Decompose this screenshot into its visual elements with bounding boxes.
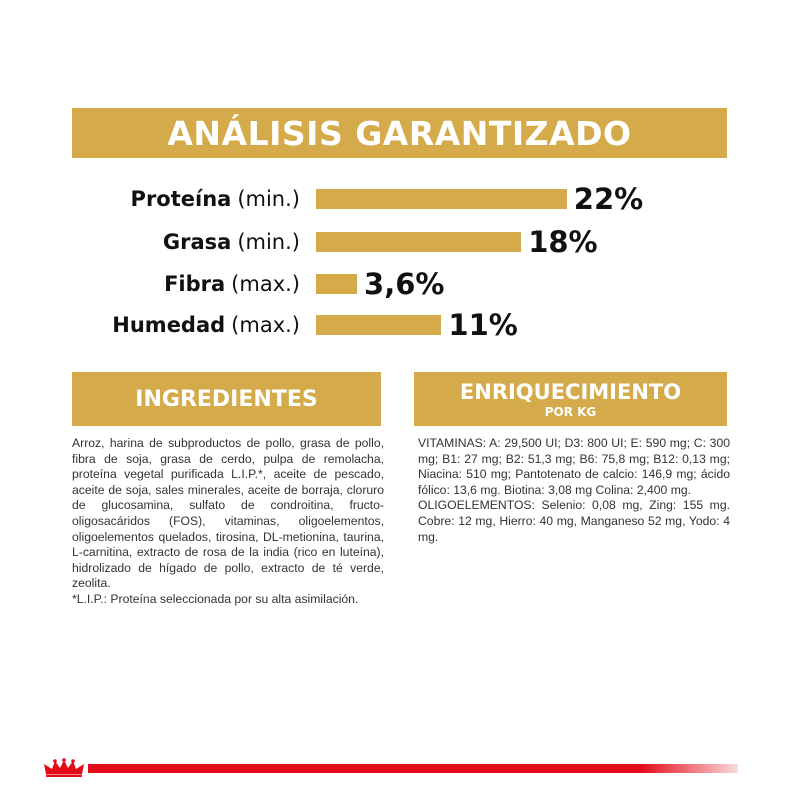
- nutrient-row-protein: [0, 179, 800, 219]
- ingredients-banner: [72, 372, 381, 426]
- ingredients-title: INGREDIENTES: [135, 386, 318, 412]
- nutrient-label: [131, 179, 300, 219]
- nutrient-name: Fibra: [164, 272, 226, 296]
- ingredients-text: [72, 436, 384, 608]
- nutrient-bar: [316, 232, 521, 252]
- nutrient-qualifier: (min.): [237, 230, 300, 254]
- nutrient-value: 22%: [573, 182, 644, 216]
- crown-icon: [42, 758, 86, 778]
- nutrient-label: [164, 264, 300, 304]
- nutrient-row-moisture: [0, 305, 800, 345]
- nutrient-qualifier: (min.): [237, 187, 300, 211]
- nutrient-value: 3,6%: [364, 267, 445, 301]
- nutrient-label: [163, 222, 300, 262]
- footer-red-line: [88, 764, 738, 773]
- nutrient-bar: [316, 315, 441, 335]
- nutrient-name: Proteína: [130, 187, 232, 211]
- nutrient-qualifier: (max.): [231, 313, 300, 337]
- nutrient-qualifier: (max.): [231, 272, 300, 296]
- nutrient-label: [112, 305, 300, 345]
- nutrient-name: Grasa: [162, 230, 232, 254]
- nutrient-row-fiber: [0, 264, 800, 304]
- enrichment-banner: [414, 372, 727, 426]
- vitamins-text: VITAMINAS: A: 29,500 UI; D3: 800 UI; E: 590 mg; C: 300 mg; B1: 27 mg; B2: 51,3 mg; B6: 75,8 mg; B12: 0,13 mg; Niacina: 510 mg; Pantotenato de calcio: 146,9 mg; ácido fólico: 13,6 mg. Biotina: 3,08 mg Colina: 2,400 mg.: [418, 436, 730, 497]
- nutrient-name: Humedad: [112, 313, 226, 337]
- nutrient-bar: [316, 274, 357, 294]
- enrichment-text: [418, 436, 730, 545]
- ingredients-list: Arroz, harina de subproductos de pollo, grasa de pollo, fibra de soja, grasa de cerdo, pulpa de remolacha, proteína vegetal purificada L.I.P.*, aceite de pescado, aceite de soja, sales minerales, aceite de borraja, cloruro de glucosamina, sulfato de condroitina, fructo-oligosacáridos (FOS), vitaminas, oligoelementos, oligoelementos quelados, tirosina, DL-metionina, taurina, L-carnitina, extracto de rosa de la india (rico en luteína), hidrolizado de hígado de pollo, extracto de té verde, zeolita.: [72, 436, 384, 591]
- nutrient-row-fat: [0, 222, 800, 262]
- ingredients-footnote: *L.I.P.: Proteína seleccionada por su alta asimilación.: [72, 591, 359, 606]
- nutrient-bar: [316, 189, 567, 209]
- enrichment-title: ENRIQUECIMIENTO: [459, 379, 682, 404]
- nutrient-value: 18%: [528, 225, 598, 259]
- nutrient-value: 11%: [448, 308, 518, 342]
- analysis-banner: [72, 108, 727, 158]
- analysis-title: ANÁLISIS GARANTIZADO: [167, 113, 632, 153]
- trace-elements-text: OLIGOELEMENTOS: Selenio: 0,08 mg, Zing: 155 mg. Cobre: 12 mg, Hierro: 40 mg, Manganeso 52 mg, Yodo: 4 mg.: [418, 498, 730, 544]
- enrichment-subtitle: POR KG: [544, 404, 597, 419]
